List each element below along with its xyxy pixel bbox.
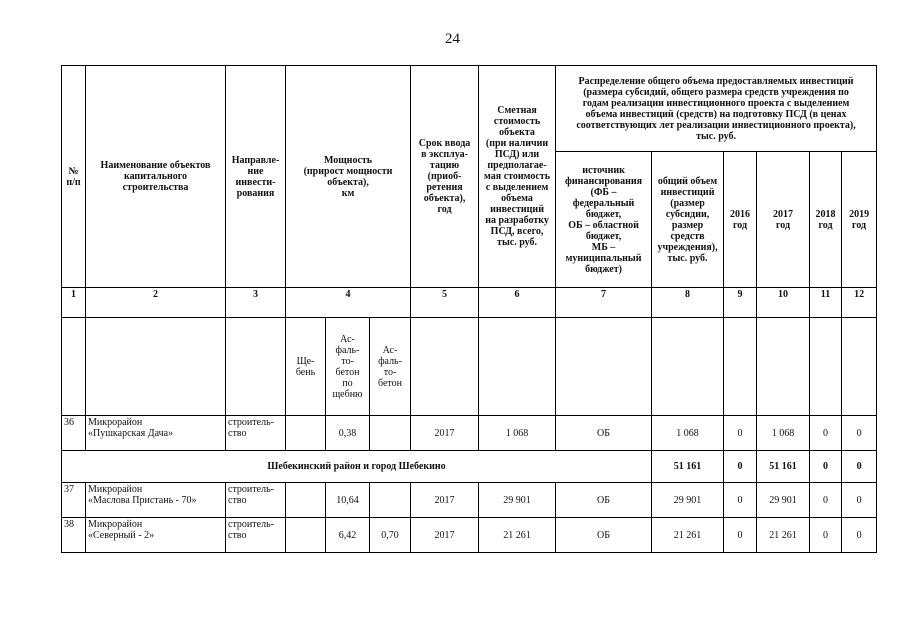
col-number: 10	[757, 288, 810, 318]
col-number: 5	[411, 288, 479, 318]
row-2019: 0	[842, 416, 877, 451]
row-cost: 29 901	[479, 483, 556, 518]
table-row	[62, 483, 877, 518]
row-cost: 21 261	[479, 518, 556, 553]
row-asphalt-on-gravel: 10,64	[326, 483, 370, 518]
row-asphalt	[370, 483, 411, 518]
col-number: 12	[842, 288, 877, 318]
row-num: 37	[62, 483, 86, 518]
header-2018: 2018 год	[810, 152, 842, 288]
row-gravel	[286, 518, 326, 553]
col-number: 3	[226, 288, 286, 318]
sub-asphalt-on-gravel: Ас- фаль- то- бетон по щебню	[326, 318, 370, 416]
row-term: 2017	[411, 416, 479, 451]
row-2017: 21 261	[757, 518, 810, 553]
header-name: Наименование объектов капитального строительства	[86, 66, 226, 288]
col-number: 4	[286, 288, 411, 318]
row-2017: 1 068	[757, 416, 810, 451]
row-2017: 29 901	[757, 483, 810, 518]
sub-empty	[556, 318, 652, 416]
investment-table	[61, 65, 877, 553]
sub-empty	[411, 318, 479, 416]
sub-empty	[86, 318, 226, 416]
row-cost: 1 068	[479, 416, 556, 451]
district-2017: 51 161	[757, 451, 810, 483]
row-asphalt: 0,70	[370, 518, 411, 553]
col-number: 8	[652, 288, 724, 318]
sub-empty	[62, 318, 86, 416]
header-distribution: Распределение общего объема предоставляемых инвестиций (размера субсидий, общего размера средств учреждения по годам реализации инвестиционного проекта с выделением объема инвестиций (средств) на подготовку ПСД (в ценах соответствующих лет реализации инвестиционного проекта), тыс. руб.	[556, 66, 877, 152]
sub-empty	[724, 318, 757, 416]
row-asphalt-on-gravel: 6,42	[326, 518, 370, 553]
col-number: 11	[810, 288, 842, 318]
sub-empty	[226, 318, 286, 416]
sub-gravel: Ще- бень	[286, 318, 326, 416]
row-source: ОБ	[556, 416, 652, 451]
header-cost: Сметная стоимость объекта (при наличии ПСД) или предполагае- мая стоимость с выделением объема инвестиций на разработку ПСД, всего, тыс. руб.	[479, 66, 556, 288]
row-total: 29 901	[652, 483, 724, 518]
sub-empty	[842, 318, 877, 416]
col-number: 9	[724, 288, 757, 318]
row-gravel	[286, 416, 326, 451]
district-total: 51 161	[652, 451, 724, 483]
row-num: 36	[62, 416, 86, 451]
header-source: источник финансирования (ФБ – федеральный бюджет, ОБ – областной бюджет, МБ – муниципальный бюджет)	[556, 152, 652, 288]
table-row	[62, 416, 877, 451]
page-number: 24	[445, 31, 460, 47]
col-number: 7	[556, 288, 652, 318]
district-row	[62, 451, 877, 483]
sub-empty	[757, 318, 810, 416]
header-direction: Направле- ние инвести- рования	[226, 66, 286, 288]
header-total: общий объем инвестиций (размер субсидии, размер средств учреждения), тыс. руб.	[652, 152, 724, 288]
header-term: Срок ввода в эксплуа- тацию (приоб- ретения объекта), год	[411, 66, 479, 288]
row-direction: строитель- ство	[226, 416, 286, 451]
col-number: 1	[62, 288, 86, 318]
row-gravel	[286, 483, 326, 518]
row-asphalt-on-gravel: 0,38	[326, 416, 370, 451]
row-2019: 0	[842, 483, 877, 518]
row-name: Микрорайон «Северный - 2»	[86, 518, 226, 553]
row-direction: строитель- ство	[226, 518, 286, 553]
sub-asphalt: Ас- фаль- то- бетон	[370, 318, 411, 416]
row-2019: 0	[842, 518, 877, 553]
district-2016: 0	[724, 451, 757, 483]
row-total: 21 261	[652, 518, 724, 553]
row-total: 1 068	[652, 416, 724, 451]
district-2018: 0	[810, 451, 842, 483]
header-2016: 2016 год	[724, 152, 757, 288]
district-2019: 0	[842, 451, 877, 483]
row-source: ОБ	[556, 518, 652, 553]
row-2018: 0	[810, 416, 842, 451]
header-2017: 2017 год	[757, 152, 810, 288]
row-2018: 0	[810, 518, 842, 553]
row-name: Микрорайон «Маслова Пристань - 70»	[86, 483, 226, 518]
sub-empty	[810, 318, 842, 416]
row-2018: 0	[810, 483, 842, 518]
header-2019: 2019 год	[842, 152, 877, 288]
row-direction: строитель- ство	[226, 483, 286, 518]
col-number: 2	[86, 288, 226, 318]
header-capacity: Мощность (прирост мощности объекта), км	[286, 66, 411, 288]
row-source: ОБ	[556, 483, 652, 518]
header-num: № п/п	[62, 66, 86, 288]
row-2016: 0	[724, 518, 757, 553]
col-number: 6	[479, 288, 556, 318]
sub-empty	[652, 318, 724, 416]
row-2016: 0	[724, 483, 757, 518]
row-name: Микрорайон «Пушкарская Дача»	[86, 416, 226, 451]
row-term: 2017	[411, 518, 479, 553]
row-asphalt	[370, 416, 411, 451]
row-term: 2017	[411, 483, 479, 518]
row-num: 38	[62, 518, 86, 553]
table-row	[62, 518, 877, 553]
district-name: Шебекинский район и город Шебекино	[62, 451, 652, 483]
row-2016: 0	[724, 416, 757, 451]
sub-empty	[479, 318, 556, 416]
